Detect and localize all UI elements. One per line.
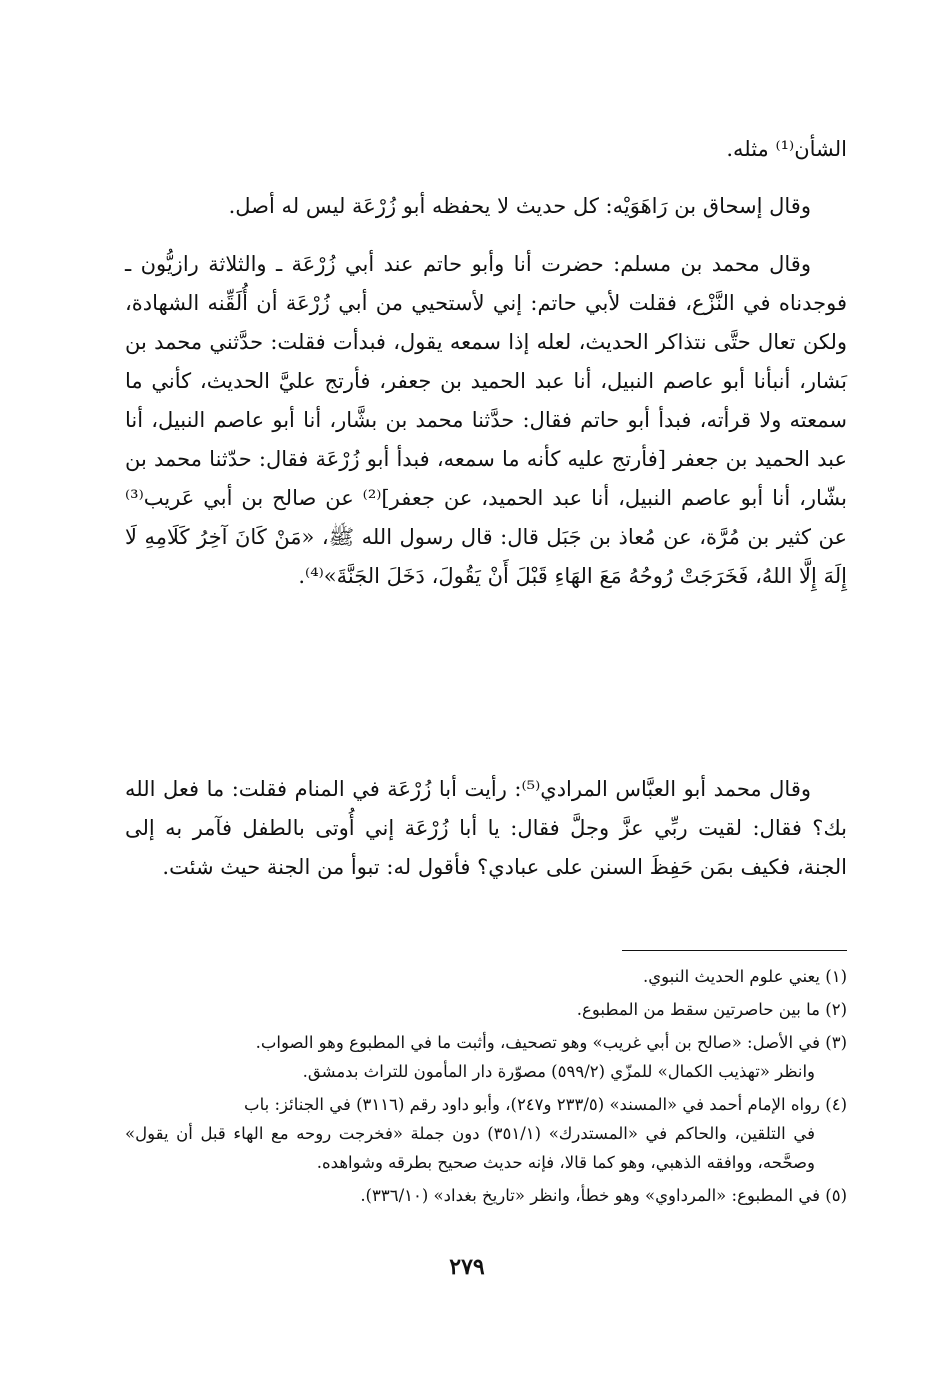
paragraph-ishaq <box>125 187 847 226</box>
page-number: ٢٧٩ <box>449 1254 485 1280</box>
footnote-text: (٤) رواه الإمام أحمد في «المسند» (٢٣٣/٥ و٢٤٧)، وأبو داود رقم (٣١١٦) في الجنائز: باب <box>244 1095 847 1114</box>
paragraph-muhammad-bin-muslim <box>125 245 847 596</box>
footnote-text: (٣) في الأصل: «صالح بن أبي غريب» وهو تصحيف، وأثبت ما في المطبوع وهو الصواب. <box>255 1033 847 1052</box>
footnote-3 <box>125 1028 847 1086</box>
footnote-2 <box>125 995 847 1024</box>
opening-line: الشأن⁽¹⁾ مثله. <box>726 137 847 161</box>
footnote-5 <box>125 1181 847 1210</box>
footnote-1 <box>125 962 847 991</box>
footnote-text: (١) يعني علوم الحديث النبوي. <box>642 967 847 986</box>
paragraph-text: وقال محمد أبو العبَّاس المرادي⁽⁵⁾: رأيت أبا زُرْعَة في المنام فقلت: ما فعل الله بك؟ فقال: لقيت ربِّي عزَّ وجلَّ فقال: يا أبا زُرْعَة إني أُوتى بالطفل فآمر به إلى الجنة، فكيف بمَن حَفِظَ السنن على عبادي؟ فأقول له: تبوأ من الجنة حيث شئت. <box>125 777 847 879</box>
paragraph-text: وقال محمد بن مسلم: حضرت أنا وأبو حاتم عند أبي زُرْعَة ـ والثلاثة رازيُّون ـ فوجدناه في النَّزْع، فقلت لأبي حاتم: إني لأستحيي من أبي زُرْعَة أن أُلَقِّنه الشهادة، ولكن تعال حتَّى نتذاكر الحديث، لعله إذا سمعه يقول، فبدأت فقلت: حدَّثني محمد بن بَشار، أنبأنا أبو عاصم النبيل، أنا عبد الحميد بن جعفر، فأرتج عليَّ الحديث، كأني ما سمعته ولا قرأته، فبدأ أبو حاتم فقال: حدَّثنا محمد بن بشَّار، أنا أبو عاصم النبيل، أنا عبد الحميد بن جعفر [فأرتج عليه كأنه ما سمعه، فبدأ أبو زُرْعَة فقال: حدّثنا محمد بن بشّار، أنا أبو عاصم النبيل، أنا عبد الحميد، عن جعفر]⁽²⁾ عن صالح بن أبي عَريب⁽³⁾ عن كثير بن مُرَّة، عن مُعاذ بن جَبَل قال: قال رسول الله ﷺ، «مَنْ كَانَ آخِرُ كَلَامِهِ لَا إِلَهَ إِلَّا اللهُ، فَخَرَجَتْ رُوحُهُ مَعَ الهَاءِ قَبْلَ أَنْ يَقُولَ، دَخَلَ الجَنَّةَ»⁽⁴⁾. <box>125 252 847 588</box>
opening-line-block <box>125 130 847 169</box>
paragraph-muradi <box>125 770 847 887</box>
footnote-continuation: وانظر «تهذيب الكمال» للمزّي (٥٩٩/٢) مصوّرة دار المأمون للتراث بدمشق. <box>302 1062 815 1081</box>
footnotes <box>125 962 847 1214</box>
footnote-text: (٢) ما بين حاصرتين سقط من المطبوع. <box>576 1000 847 1019</box>
footnote-continuation: في التلقين، والحاكم في «المستدرك» (٣٥١/١) دون جملة «فخرجت روحه مع الهاء قبل أن يقول» وصحَّحه، ووافقه الذهبي، وهو كما قالا، فإنه حديث صحيح بطرقه وشواهده. <box>125 1124 815 1172</box>
paragraph-text: وقال إسحاق بن رَاهَوَيْه: كل حديث لا يحفظه أبو زُرْعَة ليس له أصل. <box>228 194 811 218</box>
footnote-divider <box>622 950 847 951</box>
footnote-4 <box>125 1090 847 1177</box>
footnote-text: (٥) في المطبوع: «المرداوي» وهو خطأ، وانظر «تاريخ بغداد» (٣٣٦/١٠). <box>360 1186 847 1205</box>
